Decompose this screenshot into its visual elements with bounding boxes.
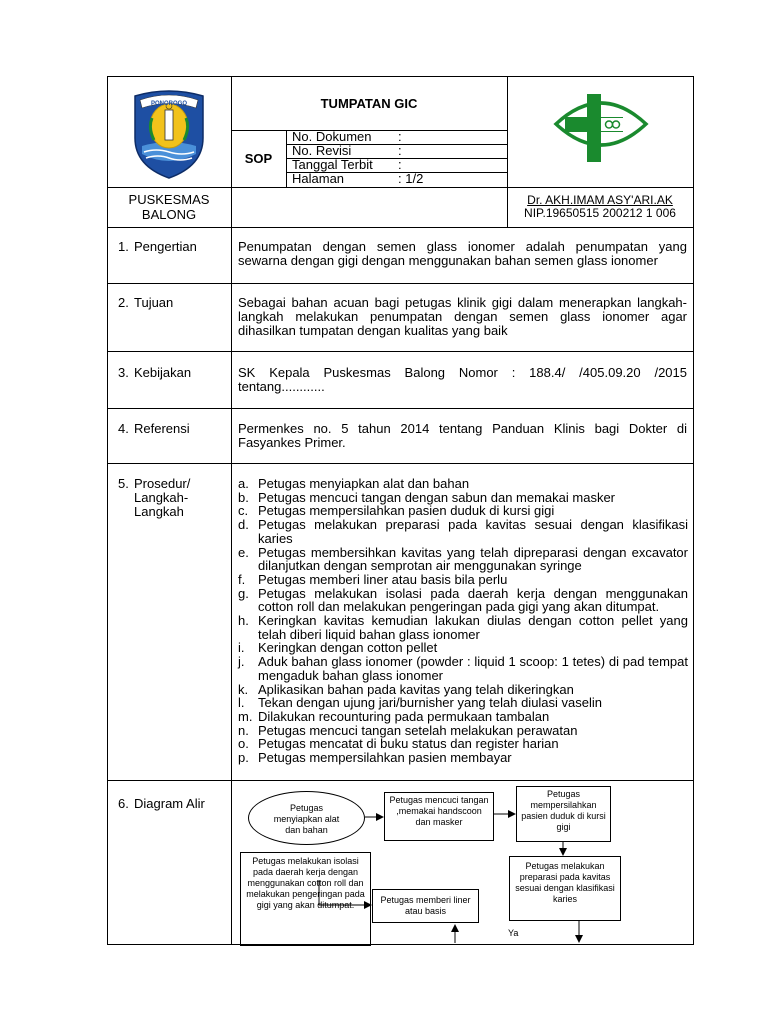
list-item xyxy=(238,751,688,765)
list-item xyxy=(238,573,688,587)
step-letter: h. xyxy=(238,613,249,629)
list-item xyxy=(238,641,688,655)
list-item xyxy=(238,696,688,710)
section-number: 2. xyxy=(118,295,129,310)
section-text: SK Kepala Puskesmas Balong Nomor : 188.4/ /405.09.20 /2015 tentang............ xyxy=(238,365,687,394)
list-item xyxy=(238,710,688,724)
doc-field-value: : xyxy=(398,157,402,172)
section-title: Referensi xyxy=(134,421,190,436)
section-title-line3: Langkah xyxy=(134,504,184,519)
section-title: Pengertian xyxy=(134,239,197,254)
section-text: Permenkes no. 5 tahun 2014 tentang Panduan Klinis bagi Dokter di Fasyankes Primer. xyxy=(238,421,687,450)
step-letter: k. xyxy=(238,681,249,697)
list-item xyxy=(238,477,688,491)
health-cross-icon xyxy=(553,92,649,164)
step-letter: o. xyxy=(238,736,249,752)
step-text: Petugas mencuci tangan dengan sabun dan memakai masker xyxy=(258,489,615,505)
section-title-line1: Prosedur/ xyxy=(134,476,191,491)
step-letter: e. xyxy=(238,544,249,560)
step-text: Petugas menyiapkan alat dan bahan xyxy=(258,476,470,491)
doc-field-label: No. Revisi xyxy=(292,143,352,158)
flow-duduk-text: Petugas mempersilahkan pasien duduk di kursi gigi xyxy=(521,789,606,832)
logo-ponorogo-text: PONOROGO xyxy=(150,101,188,107)
flow-ya-label: Ya xyxy=(508,928,519,938)
section-number: 6. xyxy=(118,796,129,811)
step-letter: i. xyxy=(238,640,245,656)
step-text: Petugas mencuci tangan setelah melakukan perawatan xyxy=(258,722,578,738)
section-title: Tujuan xyxy=(134,295,174,310)
signer-name: Dr. AKH.IMAM ASY'ARI.AK xyxy=(527,193,673,207)
flow-preparasi-text: Petugas melakukan preparasi pada kavitas sesuai dengan klasifikasi karies xyxy=(515,861,615,904)
list-item xyxy=(238,724,688,738)
section-number: 5. xyxy=(118,476,129,491)
list-item xyxy=(238,655,688,682)
flow-start-text: Petugas menyiapkan alat dan bahan xyxy=(273,803,340,835)
step-letter: m. xyxy=(238,708,253,724)
step-text: Dilakukan recounturing pada permukaan tambalan xyxy=(258,708,550,724)
step-text: Tekan dengan ujung jari/burnisher yang telah diulasi vaselin xyxy=(258,695,603,711)
section-label xyxy=(118,240,197,254)
list-item xyxy=(238,737,688,751)
list-item xyxy=(238,546,688,573)
list-item xyxy=(238,518,688,545)
step-text: Petugas memberi liner atau basis bila perlu xyxy=(258,571,508,587)
step-letter: d. xyxy=(238,517,249,533)
section-number: 3. xyxy=(118,365,129,380)
procedure-steps xyxy=(238,477,688,765)
doc-field-value: : xyxy=(398,143,402,158)
doc-title: TUMPATAN GIC xyxy=(320,96,418,111)
flow-isolasi-text: Petugas melakukan isolasi pada daerah kerja dengan menggunakan cotton roll dan melakukan pengeringan pada gigi yang akan ditumpat. xyxy=(246,856,365,910)
section-label xyxy=(118,366,191,380)
step-text: Petugas melakukan preparasi pada kavitas sesuai dengan klasifikasi karies xyxy=(258,517,688,546)
section-label xyxy=(118,422,190,436)
section-text: Penumpatan dengan semen glass ionomer adalah penumpatan yang sewarna dengan gigi dengan menggunakan bahan semen glass ionomer xyxy=(238,239,687,268)
puskesmas-logo xyxy=(553,92,649,164)
section-label xyxy=(118,296,173,310)
step-letter: n. xyxy=(238,722,249,738)
step-text: Petugas membersihkan kavitas yang telah dipreparasi dengan excavator dilanjutkan dengan semprotan air menggunakan syringe xyxy=(258,544,688,574)
step-letter: b. xyxy=(238,489,249,505)
sop-label: SOP xyxy=(244,151,273,166)
flow-liner-text: Petugas memberi liner atau basis xyxy=(380,895,471,916)
step-text: Petugas mempersilahkan pasien membayar xyxy=(258,750,512,766)
org-name-line1: PUSKESMAS xyxy=(128,192,210,207)
doc-field-label: Halaman xyxy=(292,171,345,186)
step-text: Keringkan kavitas kemudian lakukan diulas dengan cotton pellet yang telah diberi liquid bahan glass ionomer xyxy=(258,613,688,642)
step-letter: c. xyxy=(238,503,249,519)
section-title-line2: Langkah- xyxy=(134,490,189,505)
step-letter: p. xyxy=(238,750,249,766)
section-label xyxy=(118,477,190,519)
shield-emblem-icon xyxy=(130,88,208,180)
section-label xyxy=(118,797,205,811)
signer-nip: NIP.19650515 200212 1 006 xyxy=(524,206,676,220)
list-item xyxy=(238,614,688,641)
step-text: Keringkan dengan cotton pellet xyxy=(258,640,438,656)
section-number: 4. xyxy=(118,421,129,436)
list-item xyxy=(238,491,688,505)
step-text: Aplikasikan bahan pada kavitas yang telah dikeringkan xyxy=(258,681,574,697)
org-name-line2: BALONG xyxy=(141,207,197,222)
doc-field-value: : 1/2 xyxy=(398,171,424,186)
doc-field-label: No. Dokumen xyxy=(292,129,372,144)
step-letter: l. xyxy=(238,695,245,711)
step-letter: a. xyxy=(238,476,249,491)
flow-cuci-text: Petugas mencuci tangan ,memakai handscoon dan masker xyxy=(389,795,489,827)
list-item xyxy=(238,587,688,614)
org-name xyxy=(107,192,231,222)
step-letter: g. xyxy=(238,585,249,601)
section-number: 1. xyxy=(118,239,129,254)
list-item xyxy=(238,683,688,697)
doc-field-label: Tanggal Terbit xyxy=(292,157,373,172)
section-title: Diagram Alir xyxy=(134,796,205,811)
step-letter: j. xyxy=(238,654,245,670)
section-title: Kebijakan xyxy=(134,365,192,380)
step-text: Petugas melakukan isolasi pada daerah kerja dengan menggunakan cotton roll dan melakukan pengeringan pada gigi yang akan ditumpat. xyxy=(258,585,688,615)
step-text: Petugas mempersilahkan pasien duduk di kursi gigi xyxy=(258,503,555,519)
list-item xyxy=(238,504,688,518)
section-text: Sebagai bahan acuan bagi petugas klinik gigi dalam menerapkan langkah-langkah melakukan penumpatan dengan semen glass ionomer agar dihasilkan tumpatan dengan kualitas yang baik xyxy=(238,295,687,338)
ponorogo-logo xyxy=(130,88,208,180)
step-text: Petugas mencatat di buku status dan register harian xyxy=(258,736,559,752)
step-letter: f. xyxy=(238,571,246,587)
doc-field-value: : xyxy=(398,129,402,144)
step-text: Aduk bahan glass ionomer (powder : liquid 1 scoop: 1 tetes) di pad tempat mengaduk bahan glass ionomer xyxy=(258,654,688,683)
flow-arrows xyxy=(230,780,693,944)
